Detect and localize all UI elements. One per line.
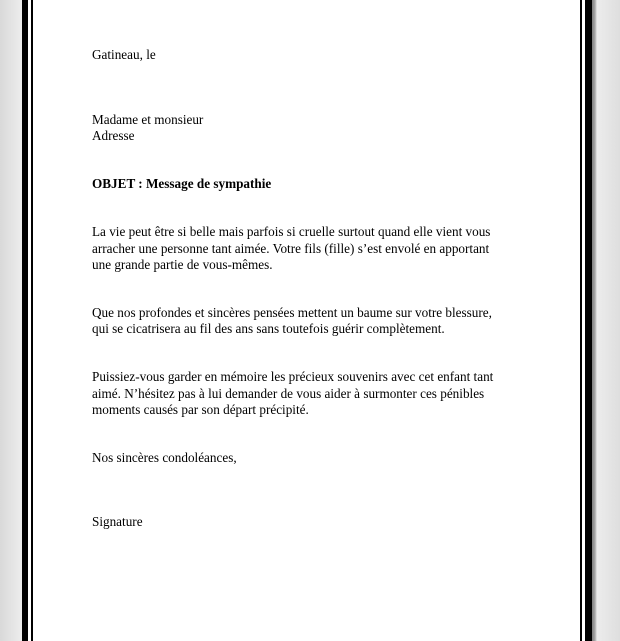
paragraph-2-line: Que nos profondes et sincères pensées mettent un baume sur votre blessure, (92, 305, 492, 320)
paragraph-3-line: Puissiez-vous garder en mémoire les précieux souvenirs avec cet enfant tant (92, 369, 494, 384)
paragraph-2-line: qui se cicatrisera au fil des ans sans toutefois guérir complètement. (92, 321, 445, 336)
paragraph-3-line: aimé. N’hésitez pas à lui demander de vous aider à surmonter ces pénibles (92, 386, 485, 401)
signature-line: Signature (92, 514, 143, 529)
page-edge-right (580, 0, 620, 641)
page-edge-left (0, 0, 33, 641)
paragraph-1-line: arracher une personne tant aimée. Votre fils (fille) s’est envolé en apportant (92, 241, 490, 256)
subject-line: OBJET : Message de sympathie (92, 176, 272, 191)
place-date: Gatineau, le (92, 47, 156, 62)
paragraph-1-line: une grande partie de vous-mêmes. (92, 257, 273, 272)
paragraph-3-line: moments causés par son départ précipité. (92, 402, 309, 417)
paragraph-1-line: La vie peut être si belle mais parfois si cruelle surtout quand elle vient vous (92, 224, 491, 239)
recipient-name: Madame et monsieur (92, 112, 204, 127)
closing-line: Nos sincères condoléances, (92, 450, 237, 465)
document-page[interactable] (33, 0, 580, 641)
recipient-address: Adresse (92, 128, 135, 143)
